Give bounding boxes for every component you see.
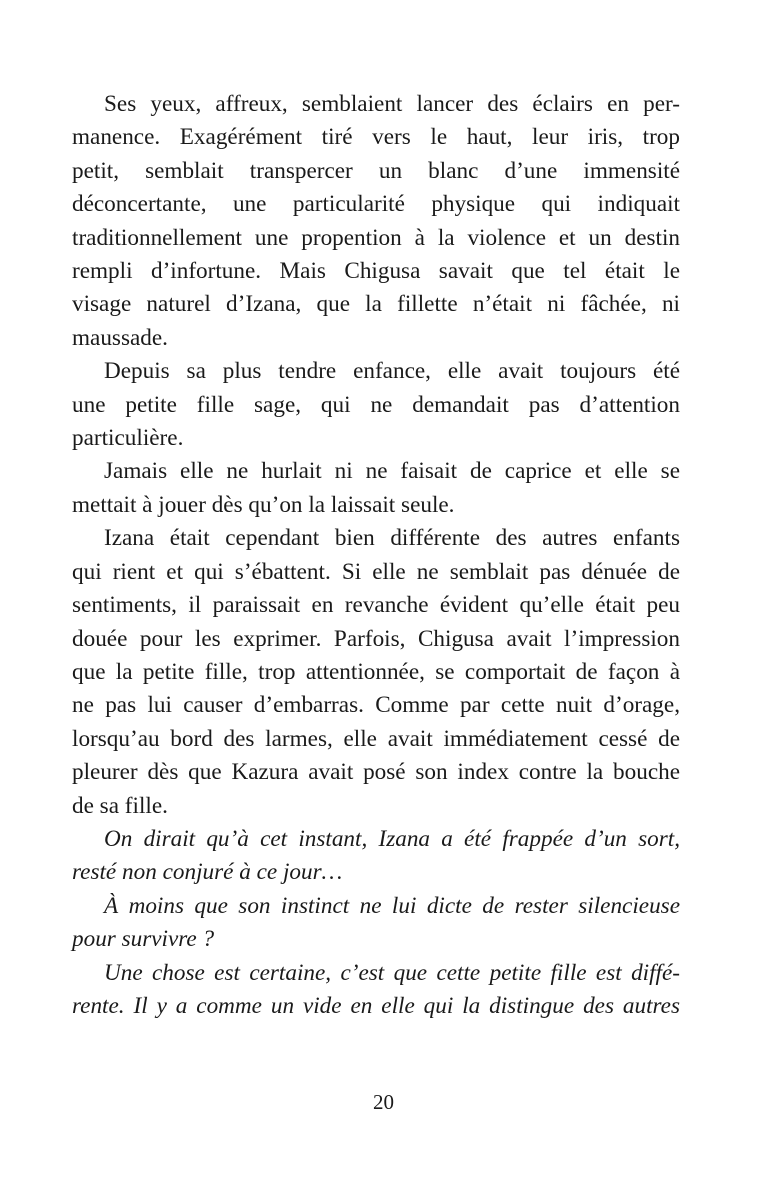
- text-line: qui rient et qui s’ébattent. Si elle ne semblait pas dénuée de: [72, 558, 680, 585]
- text-line: lorsqu’au bord des larmes, elle avait immédiatement cessé de: [72, 725, 680, 752]
- body-text: [72, 88, 680, 1023]
- text-line: resté non conjuré à ce jour…: [72, 859, 343, 886]
- text-line: une petite fille sage, qui ne demandait pas d’attention: [72, 391, 680, 418]
- text-line: rente. Il y a comme un vide en elle qui la distingue des autres: [72, 992, 680, 1019]
- paragraph: [72, 88, 680, 355]
- text-line: manence. Exagérément tiré vers le haut, leur iris, trop: [72, 124, 680, 151]
- paragraph: [72, 455, 680, 522]
- text-line: ne pas lui causer d’embarras. Comme par cette nuit d’orage,: [72, 692, 680, 719]
- text-line: pour survivre ?: [72, 926, 215, 953]
- text-line: douée pour les exprimer. Parfois, Chigusa avait l’impression: [72, 625, 680, 652]
- text-line: On dirait qu’à cet instant, Izana a été frappée d’un sort,: [104, 825, 680, 852]
- text-line: pleurer dès que Kazura avait posé son index contre la bouche: [72, 759, 680, 786]
- text-line: Depuis sa plus tendre enfance, elle avait toujours été: [104, 358, 680, 385]
- text-line: Jamais elle ne hurlait ni ne faisait de caprice et elle se: [104, 458, 680, 485]
- paragraph: [72, 522, 680, 823]
- italic-paragraph: [72, 823, 680, 890]
- text-line: de sa fille.: [72, 792, 168, 819]
- paragraph: [72, 355, 680, 455]
- text-line: mettait à jouer dès qu’on la laissait seule.: [72, 491, 455, 518]
- text-line: visage naturel d’Izana, que la fillette n’était ni fâchée, ni: [72, 291, 680, 318]
- text-line: déconcertante, une particularité physique qui indiquait: [72, 191, 680, 218]
- text-line: maussade.: [72, 324, 168, 351]
- text-line: que la petite fille, trop attentionnée, se comportait de façon à: [72, 658, 680, 685]
- italic-paragraph: [72, 890, 680, 957]
- text-line: sentiments, il paraissait en revanche évident qu’elle était peu: [72, 592, 680, 619]
- text-line: À moins que son instinct ne lui dicte de rester silencieuse: [104, 892, 680, 919]
- text-line: traditionnellement une propention à la violence et un destin: [72, 224, 680, 251]
- text-line: Ses yeux, affreux, semblaient lancer des éclairs en per-: [104, 91, 680, 117]
- text-line: particulière.: [72, 425, 184, 452]
- page-number: 20: [373, 1090, 394, 1114]
- text-line: rempli d’infortune. Mais Chigusa savait que tel était le: [72, 258, 680, 285]
- text-line: Izana était cependant bien différente des autres enfants: [104, 525, 680, 552]
- text-line: Une chose est certaine, c’est que cette petite fille est diffé-: [104, 959, 680, 986]
- text-line: petit, semblait transpercer un blanc d’une immensité: [72, 157, 680, 184]
- italic-paragraph: [72, 957, 680, 1024]
